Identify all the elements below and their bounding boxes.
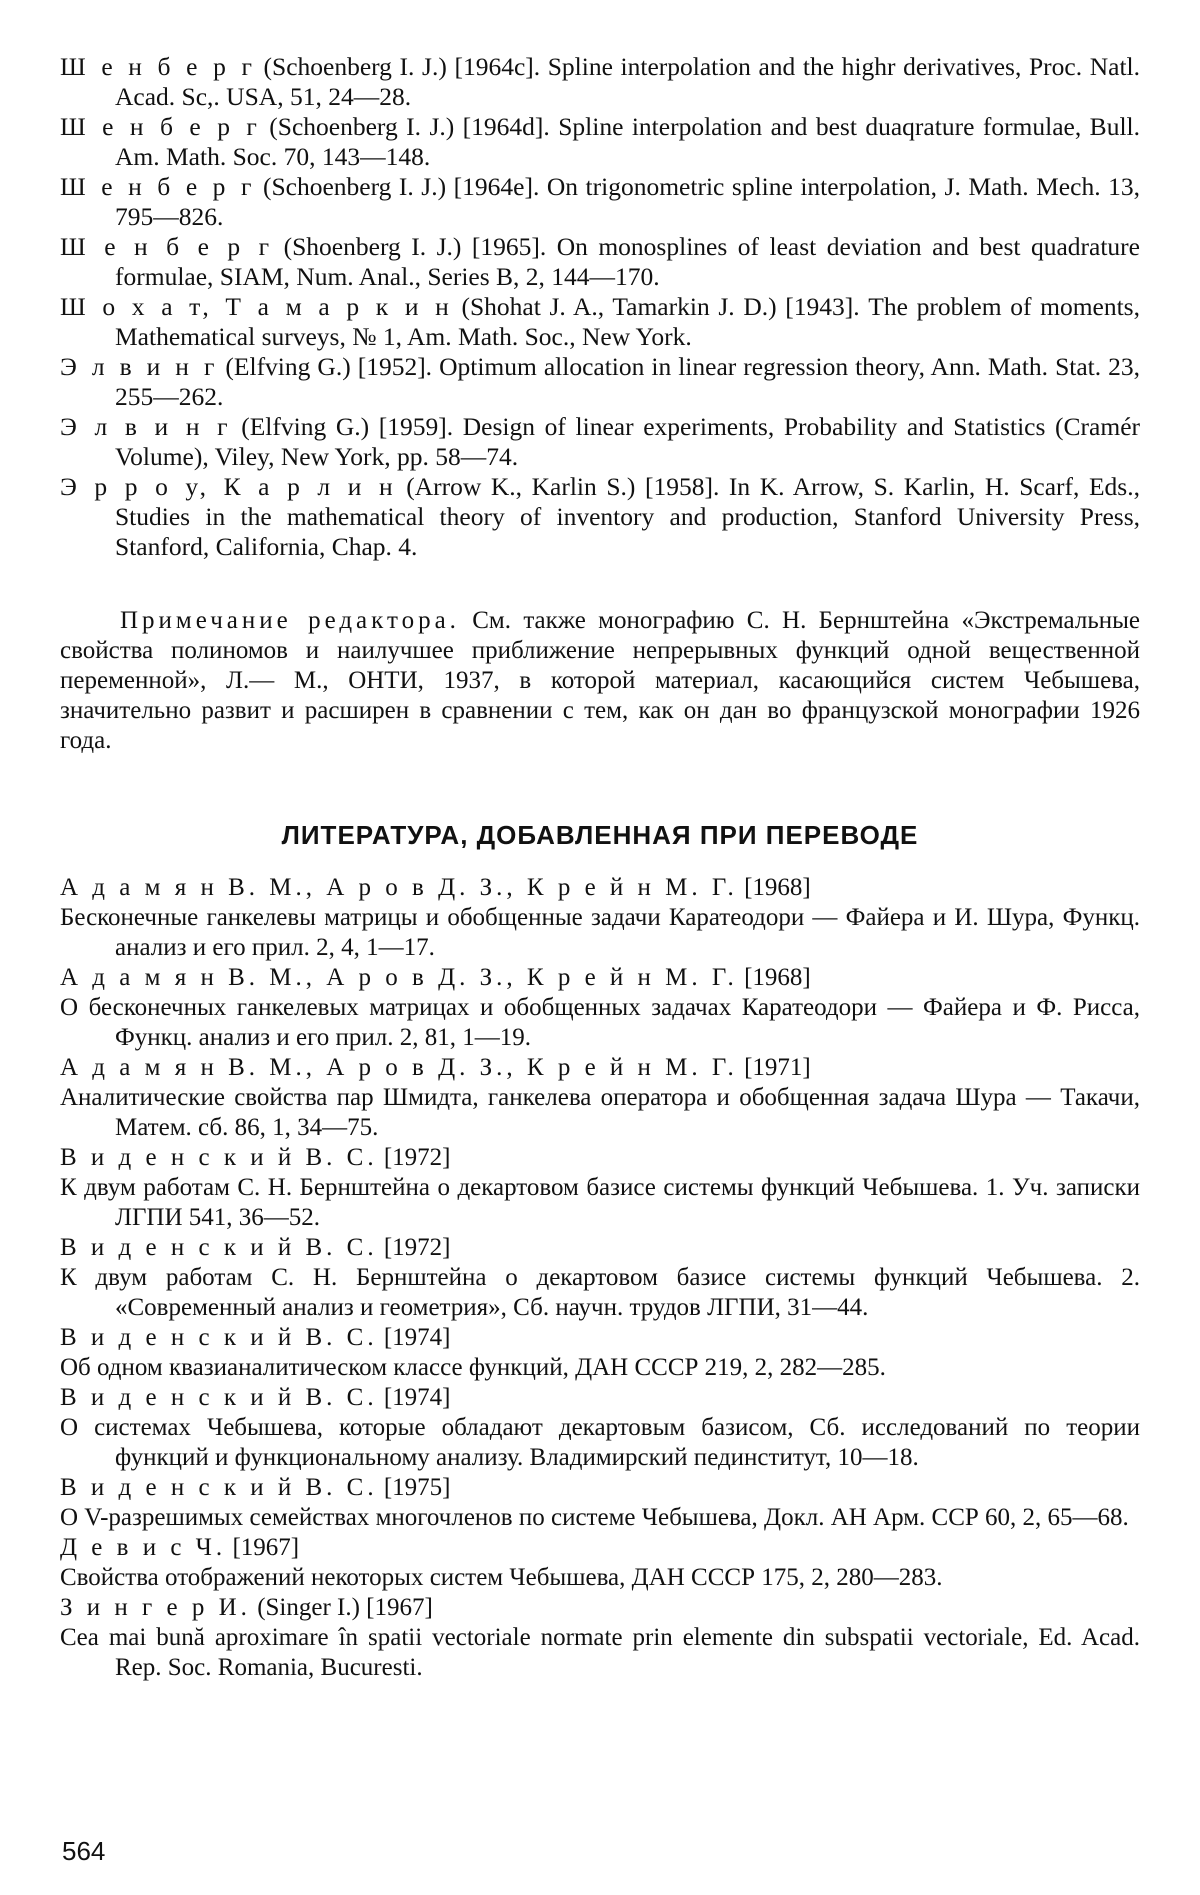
reference-item xyxy=(60,1593,1140,1683)
reference-author: Ш е н б е р г xyxy=(60,112,261,141)
reference-year: [1968] xyxy=(738,874,811,901)
reference-text: О бесконечных ганкелевых матрицах и обобщенных задачах Каратеодори — Файера и Ф. Рисса, Функц. анализ и его прил. 2, 81, 1—19. xyxy=(115,993,1140,1053)
references-previous xyxy=(60,52,1140,562)
reference-author: З и н г е р И. xyxy=(60,1594,251,1621)
page-content xyxy=(60,52,1140,1683)
page-number: 564 xyxy=(62,1836,105,1867)
reference-author: Ш е н б е р г xyxy=(60,232,273,261)
reference-author: В и д е н с к и й В. С. xyxy=(60,1234,378,1261)
reference-text: Свойства отображений некоторых систем Чебышева, ДАН СССР 175, 2, 280—283. xyxy=(115,1563,1140,1593)
reference-text: О V-разрешимых семействах многочленов по системе Чебышева, Докл. АН Арм. ССР 60, 2, 65—68. xyxy=(115,1503,1140,1533)
reference-author: В и д е н с к и й В. С. xyxy=(60,1324,378,1351)
reference-author: А д а м я н В. М., А р о в Д. З., К р е й н М. Г. xyxy=(60,964,738,991)
reference-text: (Schoenberg I. J.) [1964e]. On trigonometric spline interpolation, J. Math. Mech. 13, 795—826. xyxy=(115,172,1140,231)
reference-item xyxy=(60,1473,1140,1533)
reference-text: Cea mai bună aproximare în spatii vectoriale normate prin elemente din subspatii vectoriale, Ed. Acad. Rep. Soc. Romania, Bucuresti. xyxy=(115,1623,1140,1683)
reference-text: Аналитические свойства пар Шмидта, ганкелева оператора и обобщенная задача Шура — Такачи, Матем. сб. 86, 1, 34—75. xyxy=(115,1083,1140,1143)
reference-year: [1971] xyxy=(738,1054,811,1081)
reference-item xyxy=(60,112,1140,172)
section-heading: ЛИТЕРАТУРА, ДОБАВЛЕННАЯ ПРИ ПЕРЕВОДЕ xyxy=(60,820,1140,851)
reference-text: (Elfving G.) [1952]. Optimum allocation in linear regression theory, Ann. Math. Stat. 23, 255—262. xyxy=(115,352,1140,411)
reference-item xyxy=(60,963,1140,1053)
reference-author: Ш е н б е р г xyxy=(60,52,256,81)
reference-text: К двум работам С. Н. Бернштейна о декартовом базисе системы функций Чебышева. 2. «Современный анализ и геометрия», Сб. научн. трудов ЛГПИ, 31—44. xyxy=(115,1263,1140,1323)
reference-year: [1967] xyxy=(226,1534,299,1561)
reference-item xyxy=(60,1383,1140,1473)
reference-author: В и д е н с к и й В. С. xyxy=(60,1384,378,1411)
reference-year: (Singer I.) [1967] xyxy=(251,1594,433,1621)
reference-author: Ш о х а т, Т а м а р к и н xyxy=(60,292,453,321)
reference-item xyxy=(60,292,1140,352)
reference-text: О системах Чебышева, которые обладают декартовым базисом, Сб. исследований по теории функций и функциональному анализу. Владимирский пединститут, 10—18. xyxy=(115,1413,1140,1473)
reference-author: Ш е н б е р г xyxy=(60,172,255,201)
reference-text: (Elfving G.) [1959]. Design of linear experiments, Probability and Statistics (Cramér Volume), Viley, New York, pp. 58—74. xyxy=(115,412,1140,471)
editor-note-text: См. также монографию С. Н. Бернштейна «Экстремальные свойства полиномов и наилучшее приближение непрерывных функций одной вещественной переменной», Л.— М., ОНТИ, 1937, в которой материал, касающийся систем Чебышева, значительно развит и расширен в сравнении с тем, как он дан во французской монографии 1926 года. xyxy=(60,607,1140,754)
reference-text: (Shohat J. A., Tamarkin J. D.) [1943]. The problem of moments, Mathematical surveys, № 1, Am. Math. Soc., New York. xyxy=(115,292,1140,351)
reference-author: В и д е н с к и й В. С. xyxy=(60,1144,378,1171)
reference-item xyxy=(60,232,1140,292)
reference-year: [1974] xyxy=(378,1384,451,1411)
reference-year: [1975] xyxy=(378,1474,451,1501)
reference-author: В и д е н с к и й В. С. xyxy=(60,1474,378,1501)
references-added xyxy=(60,873,1140,1683)
reference-text: (Schoenberg I. J.) [1964c]. Spline interpolation and the highr derivatives, Proc. Natl. Acad. Sc,. USA, 51, 24—28. xyxy=(115,52,1140,111)
reference-item xyxy=(60,1143,1140,1233)
reference-year: [1968] xyxy=(738,964,811,991)
reference-author: А д а м я н В. М., А р о в Д. З., К р е й н М. Г. xyxy=(60,1054,738,1081)
reference-item xyxy=(60,1233,1140,1323)
reference-author: Д е в и с Ч. xyxy=(60,1534,226,1561)
reference-author: Э л в и н г xyxy=(60,412,232,441)
reference-author: А д а м я н В. М., А р о в Д. З., К р е й н М. Г. xyxy=(60,874,738,901)
editor-note-label: Примечание редактора. xyxy=(120,607,460,634)
reference-item xyxy=(60,1323,1140,1383)
reference-item xyxy=(60,1053,1140,1143)
reference-item xyxy=(60,873,1140,963)
reference-author: Э л в и н г xyxy=(60,352,218,381)
reference-item xyxy=(60,1533,1140,1593)
reference-text: (Shoenberg I. J.) [1965]. On monosplines of least deviation and best quadrature formulae, SIAM, Num. Anal., Series B, 2, 144—170. xyxy=(115,232,1140,291)
reference-item xyxy=(60,352,1140,412)
reference-item xyxy=(60,52,1140,112)
reference-item xyxy=(60,172,1140,232)
reference-text: Бесконечные ганкелевы матрицы и обобщенные задачи Каратеодори — Файера и И. Шура, Функц. анализ и его прил. 2, 4, 1—17. xyxy=(115,903,1140,963)
reference-author: Э р р о у, К а р л и н xyxy=(60,472,397,501)
reference-item xyxy=(60,472,1140,562)
reference-item xyxy=(60,412,1140,472)
reference-text: (Schoenberg I. J.) [1964d]. Spline interpolation and best duaqrature formulae, Bull. Am. Math. Soc. 70, 143—148. xyxy=(115,112,1140,171)
reference-year: [1972] xyxy=(378,1234,451,1261)
reference-text: К двум работам С. Н. Бернштейна о декартовом базисе системы функций Чебышева. 1. Уч. записки ЛГПИ 541, 36—52. xyxy=(115,1173,1140,1233)
reference-year: [1974] xyxy=(378,1324,451,1351)
reference-text: Об одном квазианалитическом классе функций, ДАН СССР 219, 2, 282—285. xyxy=(115,1353,1140,1383)
reference-year: [1972] xyxy=(378,1144,451,1171)
reference-text: (Arrow K., Karlin S.) [1958]. In K. Arrow, S. Karlin, H. Scarf, Eds., Studies in the mathematical theory of inventory and production, Stanford University Press, Stanford, California, Chap. 4. xyxy=(115,472,1140,561)
editor-note xyxy=(60,606,1140,756)
